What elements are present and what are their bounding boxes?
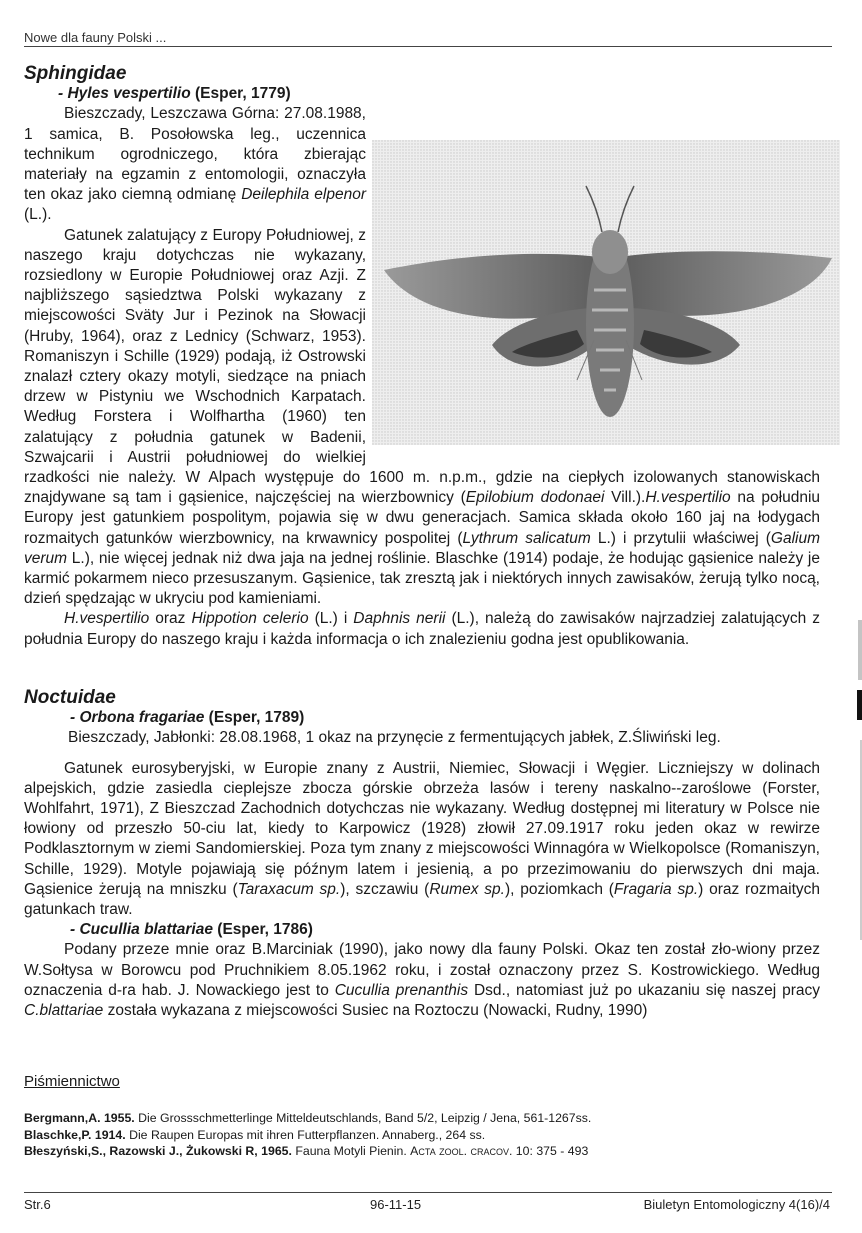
text-run: Podany przeze mnie oraz B.Marciniak (1990), jako nowy dla fauny Polski. Okaz ten został zło-wiony przez W.Sołtysa w Borowcu pod Pruchnikiem 8.05.1962 roku, i został oznaczony przez S. Kostrowickiego. Według oznaczenia d-ra hab. J. Nowackiego jest to: [24, 941, 820, 999]
section-noctuidae: [24, 688, 820, 1021]
footer-page-number: Str.6: [24, 1197, 51, 1212]
species-author: (Esper, 1789): [204, 709, 305, 727]
taxon-name: Deilephila elpenor: [241, 186, 366, 204]
text-run: (L.), należą do zawisaków najrzadziej zalatujących z południa Europy do naszego kraju i każda informacja o ich znalezieniu godna jest opublikowania.: [24, 610, 821, 648]
family-heading-noctuidae: Noctuidae: [24, 687, 116, 708]
species-prefix: -: [70, 709, 80, 727]
bibliography-entry: [24, 1127, 820, 1144]
paragraph-hyles-summary: [24, 609, 820, 649]
text-run: na południu Europy jest gatunkiem pospolitym, pojawia się w dwu generacjach. Samica składa około 160 jaj na łodygach rozmaitych gatunków wierzbownicy, na krwawnicy pospolitej (: [24, 489, 821, 547]
species-author: (Esper, 1779): [190, 85, 291, 103]
species-heading-hyles: [24, 84, 820, 104]
species-prefix: -: [58, 85, 68, 103]
bib-author: Bergmann,A. 1955.: [24, 1111, 135, 1126]
moth-illustration-icon: [372, 140, 840, 445]
species-name: Orbona fragariae: [79, 709, 205, 727]
family-heading-sphingidae: Sphingidae: [24, 63, 127, 84]
taxon-name: C.blattariae: [24, 1002, 104, 1020]
scan-edge-mark: [858, 620, 862, 680]
paragraph-orbona-record: Bieszczady, Jabłonki: 28.08.1968, 1 okaz na przynęcie z fermentujących jabłek, Z.Śliwiński leg.: [68, 729, 721, 747]
paragraph-orbona-distribution: [24, 759, 820, 921]
footer-date: 96-11-15: [370, 1197, 422, 1212]
text-run: Gatunek zalatujący z Europy Południowej, z naszego kraju dotychczas nie wykazany, rozsiedlony w Europie Południowej oraz Azji. Z najbliższego sąsiedztwa Polski wykazany z miejscowości Sväty Jur i Pezinok na Słowacji (Hruby, 1964), oraz z Lednicy (Schwarz, 1953). Romaniszyn i Schille (1929) podają, iż Ostrowski znalazł cztery okazy motyli, siedzące na pniach drzew w Pistyniu we Wschodnich Karpatach. Według Forstera i Wolfhartha (1960) ten zalatujący z południa gatunek w Badenii, Szwajcarii i Austrii południowej do wielkiej rzadkości nie należy. W Alpach występuje do 1600 m. n.p.m., gdzie na ciepłych izolowanych stanowiskach znajdywane są tam i gąsienice, najczęściej na wierzbownicy (: [24, 226, 820, 507]
taxon-name: Daphnis nerii: [353, 610, 446, 628]
section-bibliography: [24, 1072, 820, 1160]
bib-text: 10: 375 - 493: [512, 1144, 589, 1159]
scan-edge-mark: [857, 690, 862, 720]
bib-author: Błeszyński,S., Razowski J., Żukowski R, 1965.: [24, 1144, 292, 1159]
text-run: Gatunek eurosyberyjski, w Europie znany z Austrii, Niemiec, Słowacji i Węgier. Liczniejszy w dolinach alpejskich, gdzie zasiedla cieplejsze zbocza górskie obrzeża lasów i tereny naskalno--zaroślowe (Forster, Wohlfahrt, 1971), Z Bieszczad Zachodnich dotychczas nie wykazany. Według dostępnej mi literatury w Polsce nie łowiony od przeszło 50-ciu lat, kiedy to Karpowicz (1928) złowił 27.09.1917 roku jeden okaz w rewirze Podklasztornym w ziemi Sandomierskiej. Poza tym znany z miejscowości Winnagóra w Wielkopolsce (Romaniszyn, Schille, 1929). Motyle pojawiają się późnym latem i jesienią, a po przezimowaniu do pierwszych dni maja. Gąsienice żerują na mniszku (: [24, 759, 820, 898]
bibliography-heading: Piśmiennictwo: [24, 1073, 120, 1090]
text-run: ) oraz rozmaitych gatunkach traw.: [24, 880, 820, 919]
species-prefix: -: [70, 921, 80, 939]
running-header: Nowe dla fauny Polski ...: [24, 30, 167, 45]
paragraph-cucullia: [24, 940, 820, 1021]
text-run: ), szczawiu (: [340, 880, 430, 898]
species-name: Cucullia blattariae: [79, 921, 213, 939]
taxon-name: H.vespertilio: [645, 489, 731, 507]
text-run: (L.) i: [308, 610, 354, 628]
taxon-name: Fragaria sp.: [613, 880, 699, 898]
moth-photo: [372, 140, 840, 445]
taxon-name: Rumex sp.: [429, 880, 505, 898]
text-run: Vill.).: [604, 489, 646, 507]
footer-journal: Biuletyn Entomologiczny 4(16)/4: [643, 1197, 830, 1212]
bib-text: Die Raupen Europas mit ihren Futterpflanzen. Annaberg., 264 ss.: [125, 1127, 486, 1142]
species-heading-cucullia: [24, 920, 820, 940]
text-run: Dsd., natomiast już po ukazaniu się naszej pracy: [468, 981, 821, 999]
species-heading-orbona: [24, 708, 820, 728]
taxon-name: Epilobium dodonaei: [465, 489, 605, 507]
text-run: oraz: [149, 610, 192, 628]
text-run: ), poziomkach (: [504, 880, 614, 898]
taxon-name: Lythrum salicatum: [462, 529, 591, 547]
bibliography-entry: [24, 1110, 820, 1127]
species-name: Hyles vespertilio: [67, 85, 191, 103]
section-sphingidae: [24, 64, 820, 650]
bib-author: Blaschke,P. 1914.: [24, 1127, 126, 1142]
bibliography-entry: [24, 1143, 820, 1160]
species-author: (Esper, 1786): [212, 921, 313, 939]
text-run: L.) i przytulii właściwej (: [590, 529, 771, 547]
taxon-name: Cucullia prenanthis: [334, 981, 469, 999]
bib-text: Die Grossschmetterlinge Mitteldeutschlands, Band 5/2, Leipzig / Jena, 561-1267ss.: [134, 1111, 592, 1126]
text-run: została wykazana z miejscowości Susiec na Roztoczu (Nowacki, Rudny, 1990): [103, 1002, 648, 1020]
text-run: Bieszczady, Leszczawa Górna: 27.08.1988, 1 samica, B. Posołowska leg., uczennica technikum ogrodniczego, która zbierając materiały na egzamin z entomologii, oznaczyła ten okaz jako ciemną odmianę: [24, 105, 366, 204]
text-run: (L.).: [24, 206, 52, 224]
bib-journal: Acta zool. cracov.: [410, 1144, 513, 1159]
bib-text: Fauna Motyli Pienin.: [291, 1144, 411, 1159]
taxon-name: Hippotion celerio: [191, 610, 309, 628]
text-run: L.), nie więcej jednak niż dwa jaja na jednej roślinie. Blaschke (1914) podaje, że hodując gąsienice należy je karmić pokarmem nieco przesuszanym. Gąsienice, tak zresztą jak i niektórych innych zawisaków, żerują tylko nocą, dzień spędzając w ukryciu pod kamieniami.: [24, 549, 820, 608]
footer-rule: [24, 1192, 832, 1193]
taxon-name: Galium verum: [24, 529, 820, 567]
taxon-name: Taraxacum sp.: [237, 880, 341, 898]
header-rule: [24, 46, 832, 47]
taxon-name: H.vespertilio: [64, 610, 150, 628]
